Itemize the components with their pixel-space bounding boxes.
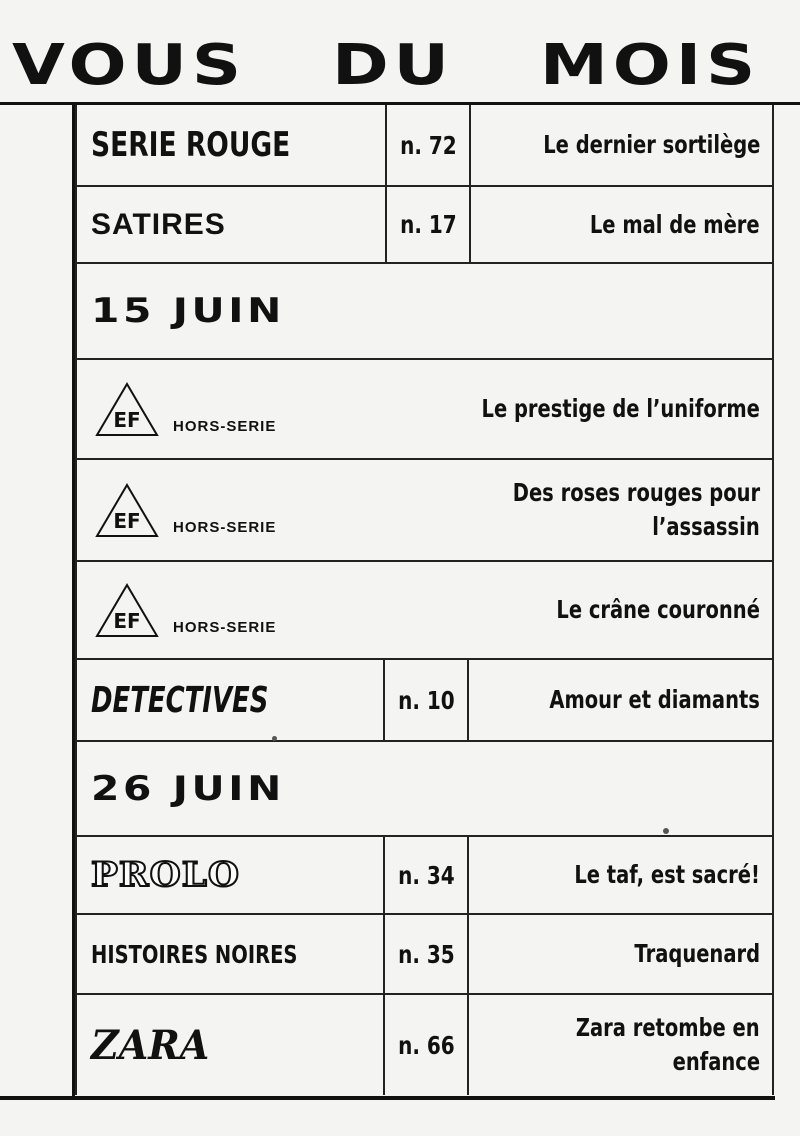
- issue-number: n. 10: [397, 685, 455, 715]
- series-name: HISTOIRES NOIRES: [91, 939, 298, 969]
- triangle-ef-logo-icon: [95, 381, 159, 437]
- table-row: [77, 562, 772, 660]
- ef-logo-text: EF: [113, 408, 141, 432]
- issue-title: Le taf, est sacré!: [574, 860, 760, 889]
- ef-logo-text: EF: [113, 509, 141, 533]
- issue-number: n. 35: [397, 939, 455, 969]
- release-date: 15 JUIN: [91, 291, 285, 331]
- table-row: [77, 187, 772, 264]
- series-name: SATIRES: [91, 207, 226, 241]
- issue-title-line2: l’assassin: [652, 512, 760, 541]
- issue-title: Le prestige de l’uniforme: [481, 394, 760, 423]
- ef-logo-text: EF: [113, 609, 141, 633]
- table-row: [77, 995, 772, 1095]
- issue-title-line2: enfance: [672, 1047, 760, 1076]
- series-logo-zara: ZARA: [91, 1021, 210, 1069]
- table-row: [77, 837, 772, 915]
- issue-title: Le mal de mère: [590, 209, 760, 239]
- series-name: DETECTIVES: [91, 679, 269, 721]
- table-row: [77, 660, 772, 742]
- table-row: [77, 460, 772, 562]
- release-table: [75, 105, 774, 1095]
- issue-title: Le dernier sortilège: [542, 130, 760, 159]
- hors-serie-badge: HORS-SERIE: [173, 519, 277, 536]
- hors-serie-badge: HORS-SERIE: [173, 619, 277, 636]
- date-row: [77, 264, 772, 360]
- triangle-ef-logo-icon: [95, 482, 159, 538]
- table-row: [77, 915, 772, 995]
- issue-number: n. 66: [397, 1030, 455, 1060]
- issue-number: n. 34: [397, 860, 455, 890]
- bottom-rule: [0, 1096, 775, 1100]
- print-speck: [272, 736, 277, 741]
- issue-title-line1: Des roses rouges pour: [512, 478, 760, 507]
- series-name: SERIE ROUGE: [91, 125, 291, 165]
- series-logo-prolo: PROLO: [91, 855, 241, 895]
- table-row: [77, 360, 772, 460]
- table-row: [77, 105, 772, 187]
- date-row: [77, 742, 772, 837]
- triangle-ef-logo-icon: [95, 582, 159, 638]
- page-title: VOUS DU MOIS: [12, 33, 761, 98]
- issue-number: n. 72: [399, 130, 457, 160]
- issue-title: Amour et diamants: [549, 685, 760, 714]
- issue-title-line1: Zara retombe en: [576, 1013, 760, 1042]
- print-speck: [663, 828, 669, 834]
- issue-number: n. 17: [399, 210, 457, 239]
- issue-title: Traquenard: [634, 939, 760, 968]
- issue-title: Le crâne couronné: [556, 595, 760, 624]
- release-date: 26 JUIN: [91, 768, 285, 809]
- hors-serie-badge: HORS-SERIE: [173, 418, 277, 435]
